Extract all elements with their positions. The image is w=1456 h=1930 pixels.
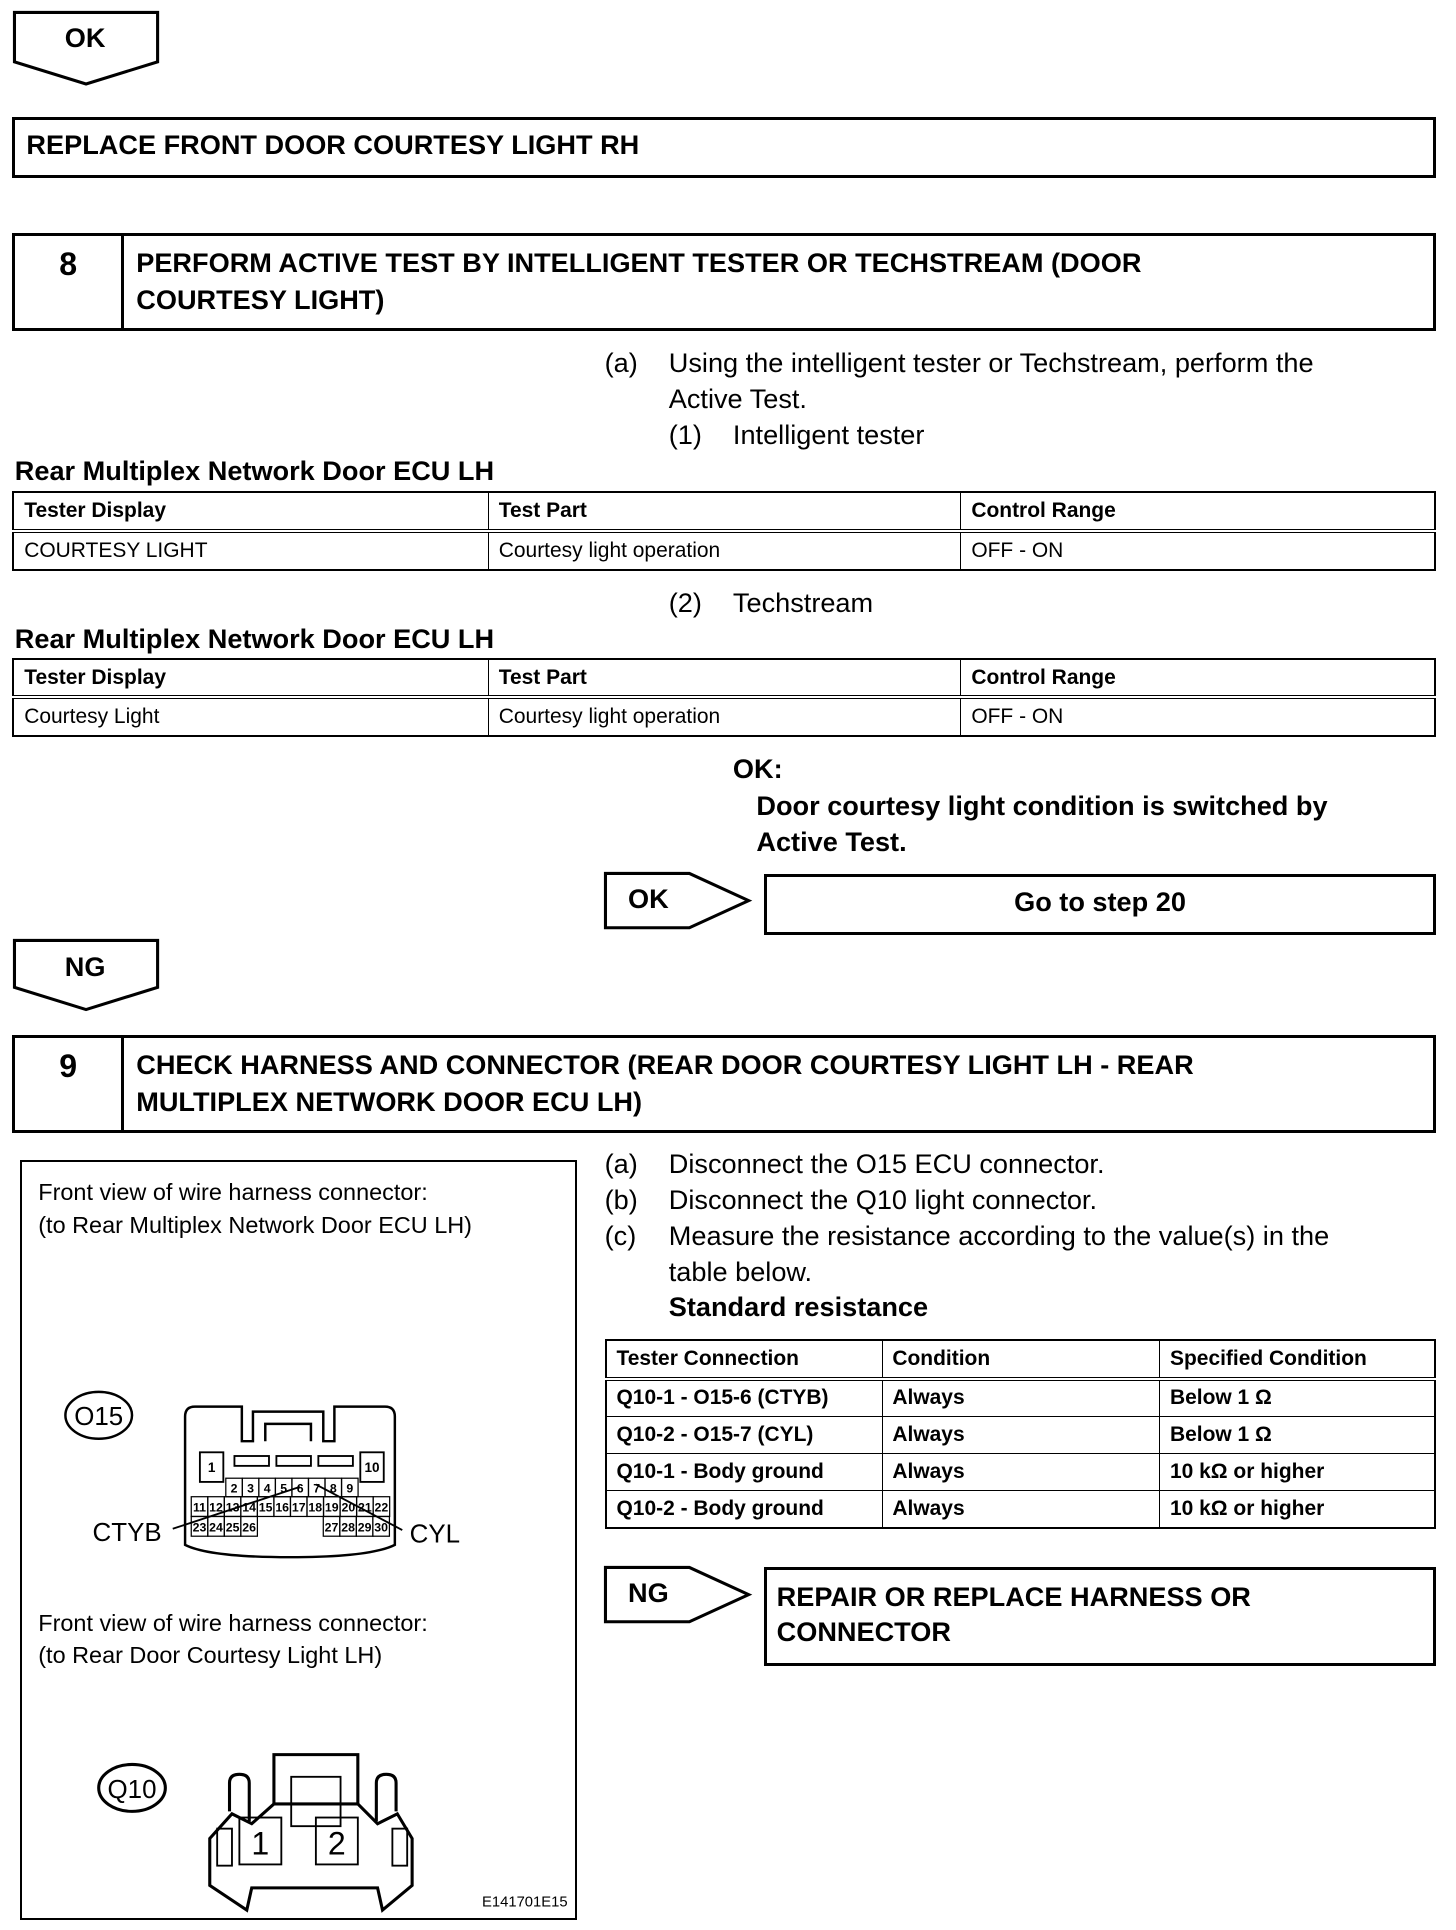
ok-condition-text: Door courtesy light condition is switched by <box>756 790 1328 822</box>
replace-text: REPLACE FRONT DOOR COURTESY LIGHT RH <box>26 128 640 160</box>
table-cell: Courtesy Light <box>13 697 488 736</box>
substep-label: (1) <box>668 419 702 451</box>
o15-pin-label: 27 <box>324 1520 339 1535</box>
table-cell: Below 1 Ω <box>1160 1417 1436 1454</box>
table-header: Test Part <box>488 492 961 531</box>
table-title: Rear Multiplex Network Door ECU LH <box>14 622 495 654</box>
q10-id: Q10 <box>107 1775 157 1804</box>
substep-text: Intelligent tester <box>732 419 925 451</box>
q10-pin: 2 <box>327 1825 346 1862</box>
ctyb-label: CTYB <box>92 1519 162 1548</box>
o15-pin-label: 10 <box>364 1460 380 1476</box>
ok-arrow-label: OK <box>628 883 669 915</box>
o15-pin-label: 6 <box>296 1481 304 1496</box>
table-cell: Q10-2 - Body ground <box>606 1490 882 1527</box>
table-cell: COURTESY LIGHT <box>13 531 488 570</box>
table-cell: Q10-1 - O15-6 (CTYB) <box>606 1379 882 1417</box>
step-text: Disconnect the Q10 light connector. <box>668 1184 1097 1216</box>
o15-caption: (to Rear Multiplex Network Door ECU LH) <box>38 1212 472 1239</box>
o15-pin-label: 26 <box>242 1520 256 1535</box>
q10-pin: 1 <box>251 1825 270 1862</box>
o15-pin-label: 28 <box>341 1520 355 1535</box>
o15-pin-label: 15 <box>258 1500 273 1515</box>
table-cell: Always <box>882 1417 1160 1454</box>
o15-pin-label: 1 <box>207 1460 216 1476</box>
o15-pin-label: 3 <box>247 1481 255 1496</box>
o15-pin-label: 29 <box>357 1520 372 1535</box>
repair-text: REPAIR OR REPLACE HARNESS OR <box>776 1580 1251 1612</box>
table-cell: Courtesy light operation <box>488 697 961 736</box>
table-header: Specified Condition <box>1160 1340 1436 1379</box>
table-header: Control Range <box>961 492 1435 531</box>
ng-flow-label: NG <box>64 951 106 983</box>
o15-pin-label: 24 <box>209 1520 223 1535</box>
table-header: Control Range <box>961 659 1435 698</box>
figure-code: E141701E15 <box>482 1894 568 1911</box>
step-label: (a) <box>604 347 638 379</box>
q10-caption: (to Rear Door Courtesy Light LH) <box>38 1641 383 1668</box>
repair-text: CONNECTOR <box>776 1616 951 1648</box>
table-cell: Always <box>882 1454 1160 1491</box>
step-title: CHECK HARNESS AND CONNECTOR (REAR DOOR COURTESY LIGHT LH - REAR MULTIPLEX NETWORK DOOR ECU LH) <box>136 1048 1194 1117</box>
o15-pin-label: 8 <box>329 1481 337 1496</box>
table-cell: Courtesy light operation <box>488 531 961 570</box>
table-header: Condition <box>882 1340 1160 1379</box>
o15-pin-label: 18 <box>308 1500 323 1515</box>
table-cell: Q10-1 - Body ground <box>606 1454 882 1491</box>
o15-pin-label: 20 <box>341 1500 356 1515</box>
table-cell: 10 kΩ or higher <box>1160 1454 1436 1491</box>
step-label: (b) <box>604 1184 638 1216</box>
step-text: table below. <box>668 1255 813 1287</box>
table-header: Tester Connection <box>606 1340 882 1379</box>
table-title: Rear Multiplex Network Door ECU LH <box>14 454 495 486</box>
go-to-step-link[interactable]: Go to step 20 <box>1014 886 1186 918</box>
table-cell: OFF - ON <box>961 697 1435 736</box>
step-label: (c) <box>604 1219 637 1251</box>
o15-pin-label: 23 <box>192 1520 207 1535</box>
o15-pin-label: 4 <box>263 1481 271 1496</box>
table-cell: Q10-2 - O15-7 (CYL) <box>606 1417 882 1454</box>
standard-resistance-label: Standard resistance <box>668 1291 929 1323</box>
o15-caption: Front view of wire harness connector: <box>38 1178 428 1205</box>
o15-pin-label: 12 <box>209 1500 223 1515</box>
step-text: Active Test. <box>668 383 807 415</box>
o15-pin-label: 21 <box>358 1500 372 1515</box>
table-cell: 10 kΩ or higher <box>1160 1490 1436 1527</box>
substep-text: Techstream <box>732 586 874 618</box>
ok-condition-label: OK: <box>732 753 783 785</box>
substep-label: (2) <box>668 586 702 618</box>
table-header: Tester Display <box>13 659 488 698</box>
table-header: Tester Display <box>13 492 488 531</box>
step-text: Measure the resistance according to the value(s) in the <box>668 1219 1330 1251</box>
o15-pin-label: 9 <box>346 1481 354 1496</box>
ng-arrow-label: NG <box>628 1576 669 1608</box>
o15-pin-label: 19 <box>324 1500 339 1515</box>
ok-condition-text: Active Test. <box>756 826 907 858</box>
step-label: (a) <box>604 1148 638 1180</box>
table-cell: Always <box>882 1490 1160 1527</box>
o15-pin-label: 13 <box>225 1500 240 1515</box>
o15-pin-label: 14 <box>242 1500 256 1515</box>
o15-pin-label: 7 <box>313 1481 321 1496</box>
o15-id: O15 <box>74 1403 124 1432</box>
table-cell: OFF - ON <box>961 531 1435 570</box>
o15-pin-label: 2 <box>230 1481 238 1496</box>
o15-pin-label: 30 <box>374 1520 389 1535</box>
ok-flow-label: OK <box>64 22 106 54</box>
table-cell: Always <box>882 1379 1160 1417</box>
o15-pin-label: 11 <box>192 1500 207 1515</box>
o15-pin-label: 25 <box>225 1520 240 1535</box>
o15-pin-label: 5 <box>280 1481 288 1496</box>
o15-pin-label: 17 <box>291 1500 306 1515</box>
step-title: PERFORM ACTIVE TEST BY INTELLIGENT TESTER OR TECHSTREAM (DOOR COURTESY LIGHT) <box>136 246 1142 315</box>
table-header: Test Part <box>488 659 961 698</box>
o15-pin-label: 22 <box>374 1500 389 1515</box>
step-text: Disconnect the O15 ECU connector. <box>668 1148 1105 1180</box>
step-text: Using the intelligent tester or Techstream, perform the <box>668 347 1314 379</box>
cyl-label: CYL <box>409 1520 461 1549</box>
step-number: 8 <box>15 236 124 327</box>
table-cell: Below 1 Ω <box>1160 1379 1436 1417</box>
o15-pin-label: 16 <box>275 1500 290 1515</box>
q10-caption: Front view of wire harness connector: <box>38 1609 428 1636</box>
step-number: 9 <box>15 1038 124 1129</box>
